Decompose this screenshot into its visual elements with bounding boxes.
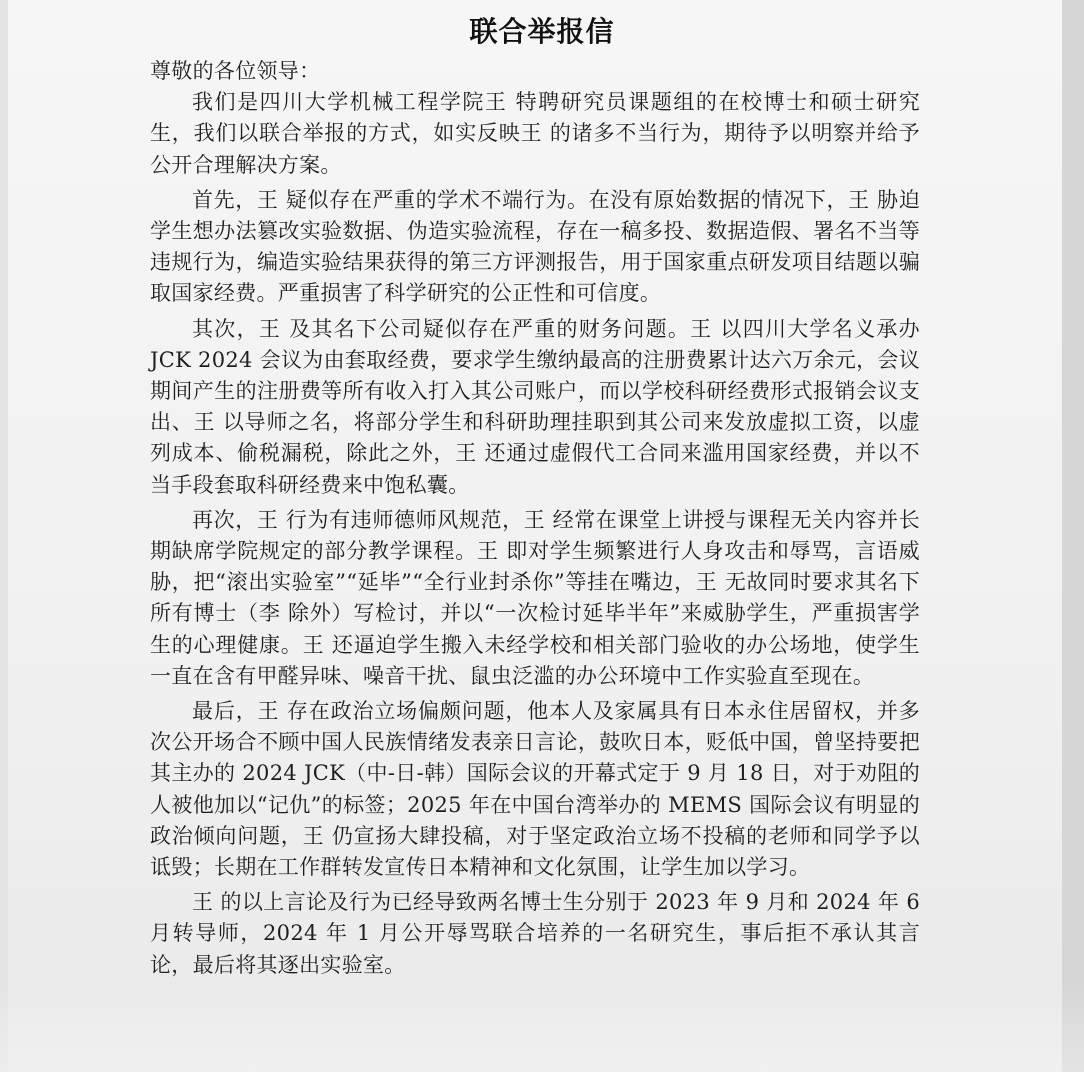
paragraph-financial-issues: 其次，王 及其名下公司疑似存在严重的财务问题。王 以四川大学名义承办 JCK 2024 会议为由套取经费，要求学生缴纳最高的注册费累计达六万余元，会议期间产生的注册费等所有收入打入其公司账户，而以学校科研经费形式报销会议支出、王 以导师之名，将部分学生和科研助理挂职到其公司来发放虚拟工资，以虚列成本、偷税漏税，除此之外，王 还通过虚假代工合同来滥用国家经费，并以不当手段套取科研经费来中饱私囊。 — [150, 316, 920, 497]
bottom-fade — [0, 982, 1084, 1072]
page-left-edge — [0, 0, 8, 1072]
paragraph-intro: 我们是四川大学机械工程学院王 特聘研究员课题组的在校博士和硕士研究生，我们以联合举报的方式，如实反映王 的诸多不当行为，期待予以明察并给予公开合理解决方案。 — [150, 90, 920, 177]
paragraph-ethics-violations: 再次，王 行为有违师德师风规范，王 经常在课堂上讲授与课程无关内容并长期缺席学院规定的部分教学课程。王 即对学生频繁进行人身攻击和辱骂，言语威胁，把“滚出实验室”“延毕”“全行业封杀你”等挂在嘴边，王 无故同时要求其名下所有博士（李 除外）写检讨，并以“一次检讨延毕半年”来威胁学生，严重损害学生的心理健康。王 还逼迫学生搬入未经学校和相关部门验收的办公场地，使学生一直在含有甲醛异味、噪音干扰、鼠虫泛滥的办公环境中工作实验直至现在。 — [150, 507, 920, 688]
letter-body — [150, 56, 920, 981]
page-right-edge — [1062, 0, 1084, 1072]
paragraph-consequences: 王 的以上言论及行为已经导致两名博士生分别于 2023 年 9 月和 2024 年 6 月转导师，2024 年 1 月公开辱骂联合培养的一名研究生，事后拒不承认其言论，最后将其逐出实验室。 — [150, 890, 920, 977]
paragraph-academic-misconduct: 首先，王 疑似存在严重的学术不端行为。在没有原始数据的情况下，王 胁迫学生想办法篡改实验数据、伪造实验流程，存在一稿多投、数据造假、署名不当等违规行为，编造实验结果获得的第三方评测报告，用于国家重点研发项目结题以骗取国家经费。严重损害了科学研究的公正性和可信度。 — [150, 187, 920, 306]
salutation: 尊敬的各位领导： — [150, 59, 321, 83]
letter-title: 联合举报信 — [469, 15, 615, 48]
paragraph-political-stance: 最后，王 存在政治立场偏颇问题，他本人及家属具有日本永住居留权，并多次公开场合不顾中国人民族情绪发表亲日言论，鼓吹日本，贬低中国，曾坚持要把其主办的 2024 JCK（中-日-韩）国际会议的开幕式定于 9 月 18 日，对于劝阻的人被他加以“记仇”的标签；2025 年在中国台湾举办的 MEMS 国际会议有明显的政治倾向问题，王 仍宣扬大肆投稿，对于坚定政治立场不投稿的老师和同学予以诋毁；长期在工作群转发宣传日本精神和文化氛围，让学生加以学习。 — [150, 699, 920, 880]
